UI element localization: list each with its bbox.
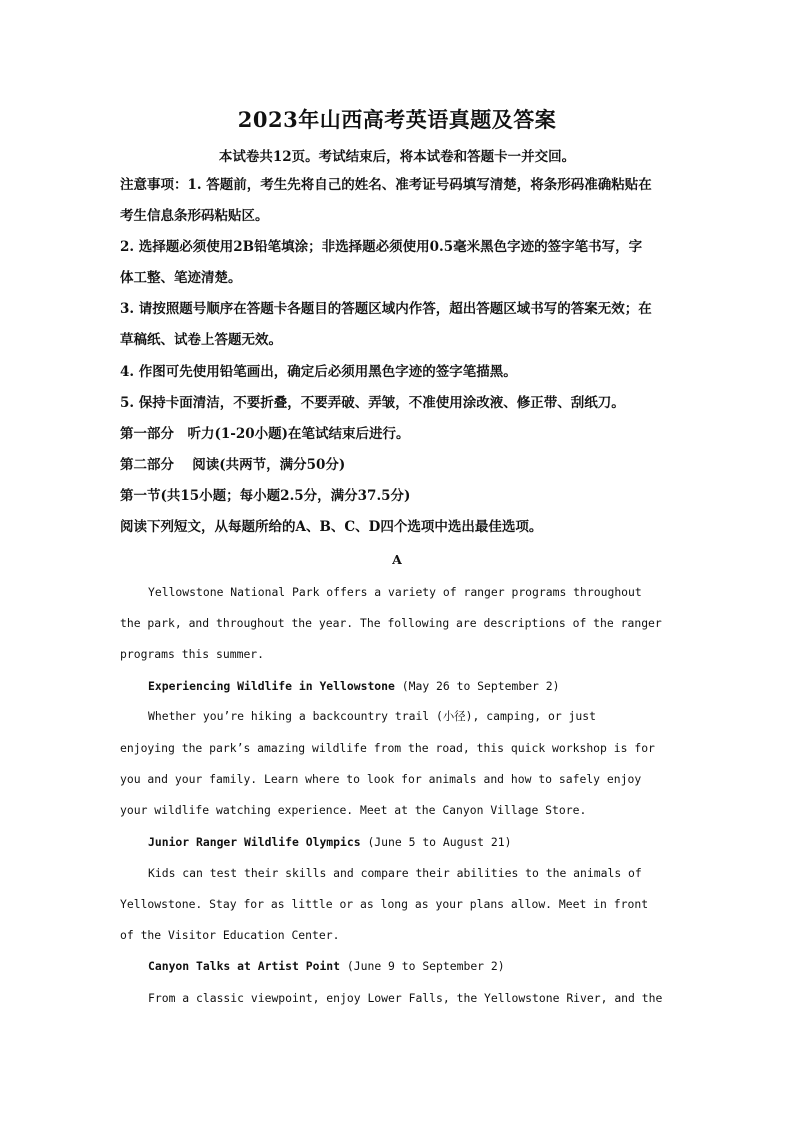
note-line: 考生信息条形码粘贴区。	[120, 208, 269, 224]
passage-label: A	[392, 552, 402, 567]
program-dates: (May 26 to September 2)	[394, 679, 560, 693]
note-line: 3. 请按照题号顺序在答题卡各题目的答题区域内作答，超出答题区域书写的答案无效；在	[120, 301, 652, 317]
program-name: Canyon Talks at Artist Point	[148, 959, 341, 973]
program-text-line: your wildlife watching experience. Meet at the Canyon Village Store.	[120, 803, 587, 817]
note-line: 2. 选择题必须使用2B铅笔填涂；非选择题必须使用0.5毫米黑色字迹的签字笔书写，字	[120, 239, 643, 255]
program-text-line: From a classic viewpoint, enjoy Lower Falls, the Yellowstone River, and the	[148, 991, 663, 1005]
intro-line: Yellowstone National Park offers a variety of ranger programs throughout	[148, 585, 642, 599]
program-text-line: enjoying the park’s amazing wildlife from the road, this quick workshop is for	[120, 741, 655, 755]
program-name: Junior Ranger Wildlife Olympics	[148, 835, 361, 849]
program-text-line: Whether you’re hiking a backcountry trail (小径), camping, or just	[148, 709, 596, 723]
note-line: 5. 保持卡面清洁，不要折叠，不要弄破、弄皱，不准使用涂改液、修正带、刮纸刀。	[120, 395, 625, 411]
part-one-heading: 第一部分 听力(1-20小题)在笔试结束后进行。	[120, 426, 410, 442]
note-line: 体工整、笔迹清楚。	[120, 270, 242, 286]
note-line: 注意事项：1. 答题前，考生先将自己的姓名、准考证号码填写清楚，将条形码准确粘贴在	[120, 177, 652, 193]
program-heading	[120, 671, 708, 702]
intro-line: programs this summer.	[120, 647, 265, 661]
intro-line: the park, and throughout the year. The following are descriptions of the ranger	[120, 616, 662, 630]
program-dates: (June 9 to September 2)	[340, 959, 505, 973]
program-text-line: of the Visitor Education Center.	[120, 928, 340, 942]
program-text-line: you and your family. Learn where to look for animals and how to safely enjoy	[120, 772, 642, 786]
program-heading	[120, 827, 708, 858]
note-line: 4. 作图可先使用铅笔画出，确定后必须用黑色字迹的签字笔描黑。	[120, 364, 517, 380]
section-one-heading: 第一节(共15小题；每小题2.5分，满分37.5分)	[120, 488, 411, 504]
program-dates: (June 5 to August 21)	[360, 835, 512, 849]
program-text-line: Kids can test their skills and compare their abilities to the animals of	[148, 866, 642, 880]
program-text-line: Yellowstone. Stay for as little or as long as your plans allow. Meet in front	[120, 897, 649, 911]
exam-subtitle: 本试卷共12页。考试结束后，将本试卷和答题卡一并交回。	[218, 149, 576, 165]
page-title: 2023年山西高考英语真题及答案	[237, 107, 557, 132]
reading-instruction: 阅读下列短文，从每题所给的A、B、C、D四个选项中选出最佳选项。	[120, 519, 543, 535]
note-line: 草稿纸、试卷上答题无效。	[120, 332, 282, 348]
program-heading	[120, 951, 708, 982]
program-name: Experiencing Wildlife in Yellowstone	[148, 679, 395, 693]
part-two-heading: 第二部分 阅读(共两节，满分50分)	[120, 457, 346, 473]
